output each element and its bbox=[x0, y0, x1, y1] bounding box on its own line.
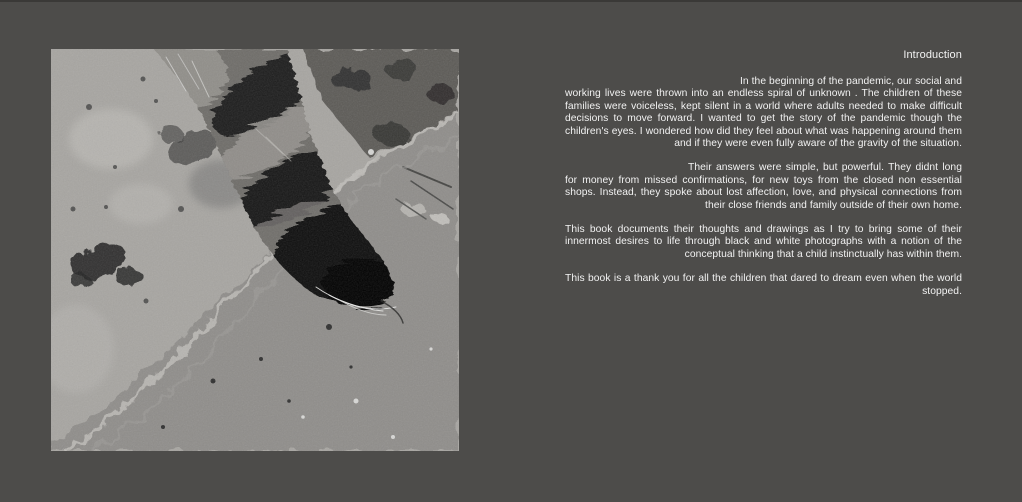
introduction-text bbox=[565, 49, 962, 298]
intro-paragraph-3: This book documents their thoughts and drawings as I try to bring some of their innermost desires to life through black and white photographs with a notion of the conceptual thinking that a child instinctually has within them. bbox=[565, 224, 962, 260]
intro-paragraph-1: In the beginning of the pandemic, our social and working lives were thrown into an endless spiral of unknown . The children of these families were voiceless, kept silent in a world where adults needed to make difficult decisions to move forward. I wanted to get the story of the pandemic though the children's eyes. I wondered how did they feel about what was happening around them and if they were even fully aware of the gravity of the situation. bbox=[565, 76, 962, 150]
intro-paragraph-4: This book is a thank you for all the children that dared to dream even when the world stopped. bbox=[565, 273, 962, 297]
top-edge-divider bbox=[0, 0, 1022, 2]
intro-paragraph-2: Their answers were simple, but powerful. They didnt long for money from missed confirmations, for new toys from the closed non essential shops. Instead, they spoke about lost affection, love, and physical connections from their close friends and family outside of their own home. bbox=[565, 162, 962, 211]
page-title: Introduction bbox=[903, 49, 962, 61]
tail-photograph-art bbox=[51, 49, 459, 451]
tail-photograph bbox=[51, 49, 459, 451]
film-grain-overlay bbox=[51, 49, 459, 451]
